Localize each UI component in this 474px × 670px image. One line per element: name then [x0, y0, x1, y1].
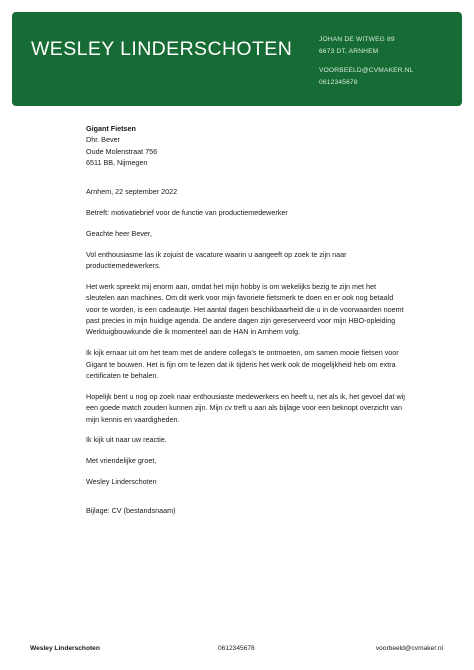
letter-signature: Wesley Linderschoten — [86, 477, 157, 487]
letter-attachment: Bijlage: CV (bestandsnaam) — [86, 506, 176, 516]
letterhead — [12, 12, 462, 106]
recipient-block — [86, 123, 406, 169]
letter-paragraph: Ik kijk ernaar uit om het team met de andere collega’s te ontmoeten, om samen mooie fietsen voor Gigant te bouwen. Het is fijn om te lezen dat ik tijdens het werk ook de mogelijkheid heb om extra certificaten te behalen. — [86, 348, 399, 381]
sender-address-line2: 6673 DT, ARNHEM — [319, 47, 379, 55]
sender-phone: 0612345678 — [319, 78, 358, 86]
letter-subject: Betreft: motivatiebrief voor de functie van productiemedewerker — [86, 208, 288, 218]
page-footer — [30, 645, 443, 657]
sender-name: WESLEY LINDERSCHOTEN — [31, 38, 293, 60]
sender-email: VOORBEELD@CVMAKER.NL — [319, 67, 414, 74]
recipient-company: Gigant Fietsen — [86, 124, 136, 133]
sender-contact — [319, 34, 414, 88]
letter-paragraph: Ik kijk uit naar uw reactie. — [86, 435, 167, 445]
letter-paragraph: Het werk spreekt mij enorm aan, omdat het mijn hobby is om wekelijks bezig te zijn met het sleutelen aan machines. Om dit werk voor mijn favoriete fietsmerk te doen en er ook nog betaald voor te worden, is een cadeautje. Het aantal dagen beschikbaarheid die u in de voorwaarden noemt past precies in mijn huidige agenda. De andere dagen zijn gereserveerd voor mijn HBO-opleiding Werktuigbouwkunde die ik momenteel aan de HAN in Arnhem volg. — [86, 281, 404, 337]
footer-name: Wesley Linderschoten — [30, 645, 100, 652]
letter-salutation: Geachte heer Bever, — [86, 228, 152, 238]
recipient-street: Oude Molenstraat 756 — [86, 146, 158, 156]
footer-phone: 0612345678 — [218, 645, 255, 652]
letter-body — [86, 123, 406, 526]
letter-paragraph: Hopelijk bent u nog op zoek naar enthousiaste medewerkers en heeft u, net als ik, het gevoel dat wij een goede match zouden kunnen zijn. Mijn cv treft u aan als bijlage voor een beknopt overzicht van mijn kennis en vaardigheden. — [86, 391, 405, 424]
letter-paragraph: Vol enthousiasme las ik zojuist de vacature waarin u aangeeft op zoek te zijn naar productiemedewerkers. — [86, 249, 347, 271]
footer-email: voorbeeld@cvmaker.nl — [375, 645, 443, 652]
recipient-contact: Dhr. Bever — [86, 135, 120, 145]
letter-closing: Met vriendelijke groet, — [86, 456, 157, 466]
recipient-city: 6511 BB, Nijmegen — [86, 158, 148, 168]
letter-date: Arnhem, 22 september 2022 — [86, 186, 178, 196]
sender-address-line1: JOHAN DE WITWEG 89 — [319, 36, 395, 43]
